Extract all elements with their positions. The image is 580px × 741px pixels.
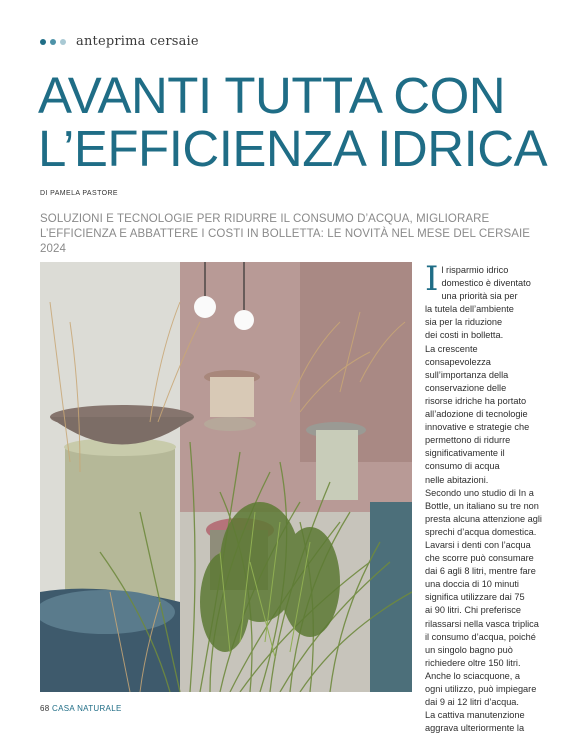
title-line-1: AVANTI TUTTA CON xyxy=(38,67,506,124)
article-body xyxy=(425,259,545,735)
article-title xyxy=(38,67,548,177)
article-body-text: l risparmio idrico domestico è diventato una priorità sia per la tutela dell’ambiente sia per la riduzione dei costi in bolletta. La crescente consapevolezza sull’importanza della conservazione delle risorse idriche ha portato all’adozione di tecnologie innovative e strategie che permettono di ridurre significativamente il consumo di acqua nelle abitazioni. Secondo uno studio di In a Bottle, un italiano su tre non presta alcuna attenzione agli sprechi d’acqua domestica. Lavarsi i denti con l’acqua che scorre può consumare dai 6 agli 8 litri, mentre fare una doccia di 10 minuti significa utilizzare dai 75 ai 90 litri. Chi preferisce rilassarsi nella vasca triplica il consumo d’acqua, poiché un singolo bagno può richiedere oltre 150 litri. Anche lo sciacquone, a ogni utilizzo, può impiegare dai 9 ai 12 litri d’acqua. La cattiva manutenzione aggrava ulteriormente la xyxy=(425,265,542,734)
section-kicker xyxy=(40,34,199,49)
kicker-dot-icon xyxy=(50,39,56,45)
article-subtitle: SOLUZIONI E TECNOLOGIE PER RIDURRE IL CONSUMO D’ACQUA, MIGLIORARE L’EFFICIENZA E ABBATTERE I COSTI IN BOLLETTA: LE NOVITÀ NEL MESE DEL CERSAIE 2024 xyxy=(40,213,531,255)
kicker-dot-icon xyxy=(60,39,66,45)
article-photo xyxy=(40,262,412,692)
page-footer xyxy=(40,704,122,713)
magazine-name: CASA NATURALE xyxy=(52,704,122,713)
drop-cap: I xyxy=(425,259,439,299)
kicker-dot-icon xyxy=(40,39,46,45)
kicker-label: anteprima cersaie xyxy=(76,34,199,49)
page-number: 68 xyxy=(40,704,50,713)
title-line-2: L’EFFICIENZA IDRICA xyxy=(38,120,548,177)
author-byline: DI PAMELA PASTORE xyxy=(40,190,118,197)
